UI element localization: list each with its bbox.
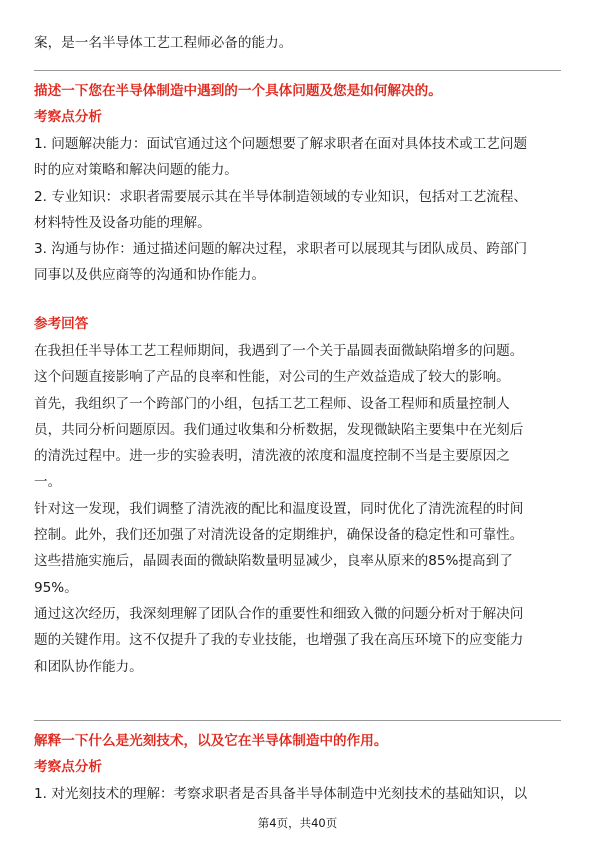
analysis-heading: 考察点分析 [34, 759, 102, 775]
answer-heading: 参考回答 [34, 316, 89, 332]
question-title: 解释一下什么是光刻技术，以及它在半导体制造中的作用。 [34, 733, 388, 749]
analysis-heading: 考察点分析 [34, 109, 102, 125]
text-line: 控制。此外，我们还加强了对清洗设备的定期维护，确保设备的稳定性和可靠性。 [34, 527, 524, 544]
answer-text [34, 338, 562, 680]
text-line: 案，是一名半导体工艺工程师必备的能力。 [34, 35, 293, 51]
divider [34, 720, 561, 721]
text-line: 通过这次经历，我深刻理解了团队合作的重要性和细致入微的问题分析对于解决问 [34, 605, 524, 622]
text-line: 在我担任半导体工艺工程师期间，我遇到了一个关于晶圆表面微缺陷增多的问题。 [34, 343, 524, 359]
text-line: 这些措施实施后，晶圆表面的微缺陷数量明显减少，良率从原来的85%提高到了 [34, 553, 513, 570]
analysis-text [34, 131, 562, 289]
text-line: 同事以及供应商等的沟通和协作能力。 [34, 267, 266, 284]
text-line: 1. 对光刻技术的理解：考察求职者是否具备半导体制造中光刻技术的基础知识，以 [34, 786, 528, 802]
text-line: 首先，我组织了一个跨部门的小组，包括工艺工程师、设备工程师和质量控制人 [34, 395, 510, 412]
text-line: 和团队协作能力。 [34, 658, 143, 675]
page-number: 第4页，共40页 [257, 816, 338, 830]
text-line: 题的关键作用。这不仅提升了我的专业技能，也增强了我在高压环境下的应变能力 [34, 632, 524, 649]
text-line: 一。 [34, 474, 62, 491]
text-line: 1. 问题解决能力：面试官通过这个问题想要了解求职者在面对具体技术或工艺问题 [34, 136, 528, 152]
text-line: 的清洗过程中。进一步的实验表明，清洗液的浓度和温度控制不当是主要原因之 [34, 448, 510, 465]
text-line: 2. 专业知识：求职者需要展示其在半导体制造领域的专业知识，包括对工艺流程、 [34, 188, 528, 205]
text-line: 员，共同分析问题原因。我们通过收集和分析数据，发现微缺陷主要集中在光刻后 [34, 421, 524, 438]
text-line: 材料特性及设备功能的理解。 [34, 214, 211, 231]
text-line: 针对这一发现，我们调整了清洗液的配比和温度设置，同时优化了清洗流程的时间 [34, 500, 524, 517]
text-line: 时的应对策略和解决问题的能力。 [34, 162, 238, 179]
analysis-text [34, 781, 562, 807]
divider [34, 70, 561, 71]
continued-paragraph [34, 30, 562, 56]
text-line: 这个问题直接影响了产品的良率和性能，对公司的生产效益造成了较大的影响。 [34, 369, 510, 386]
text-line: 3. 沟通与协作：通过描述问题的解决过程，求职者可以展现其与团队成员、跨部门 [34, 241, 528, 258]
question-title: 描述一下您在半导体制造中遇到的一个具体问题及您是如何解决的。 [34, 83, 442, 99]
text-line: 95%。 [34, 579, 78, 596]
